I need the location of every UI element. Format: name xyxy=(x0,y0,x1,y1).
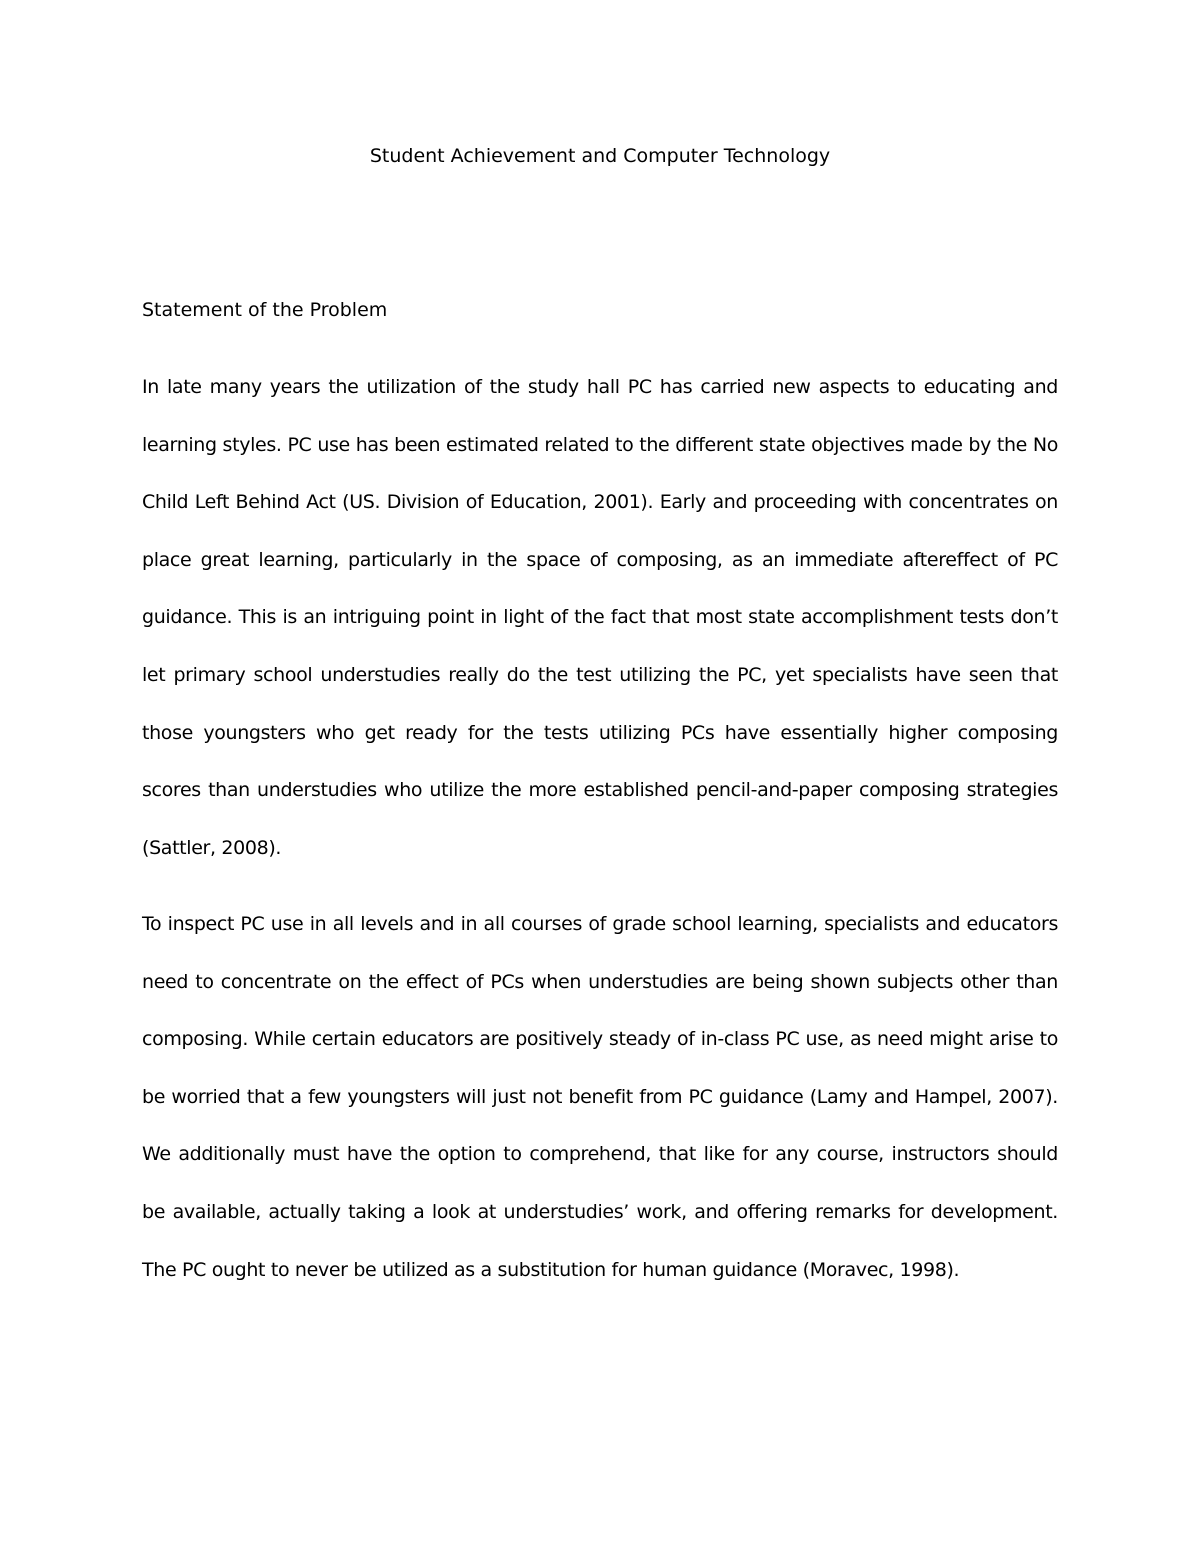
document-title: Student Achievement and Computer Technology xyxy=(369,145,831,167)
section-heading: Statement of the Problem xyxy=(142,299,388,321)
body-paragraph-1: In late many years the utilization of the study hall PC has carried new aspects to educating and learning styles. PC use has been estimated related to the different state objectives made by the No Child Left Behind Act (US. Division of Education, 2001). Early and proceeding with concentrates on place great learning, particularly in the space of composing, as an immediate aftereffect of PC guidance. This is an intriguing point in light of the fact that most state accomplishment tests don’t let primary school understudies really do the test utilizing the PC, yet specialists have seen that those youngsters who get ready for the tests utilizing PCs have essentially higher composing scores than understudies who utilize the more established pencil-and-paper composing strategies (Sattler, 2008). xyxy=(142,376,1058,859)
body-paragraph-2: To inspect PC use in all levels and in all courses of grade school learning, specialists and educators need to concentrate on the effect of PCs when understudies are being shown subjects other than composing. While certain educators are positively steady of in-class PC use, as need might arise to be worried that a few youngsters will just not benefit from PC guidance (Lamy and Hampel, 2007). We additionally must have the option to comprehend, that like for any course, instructors should be available, actually taking a look at understudies’ work, and offering remarks for development. The PC ought to never be utilized as a substitution for human guidance (Moravec, 1998). xyxy=(142,913,1058,1281)
